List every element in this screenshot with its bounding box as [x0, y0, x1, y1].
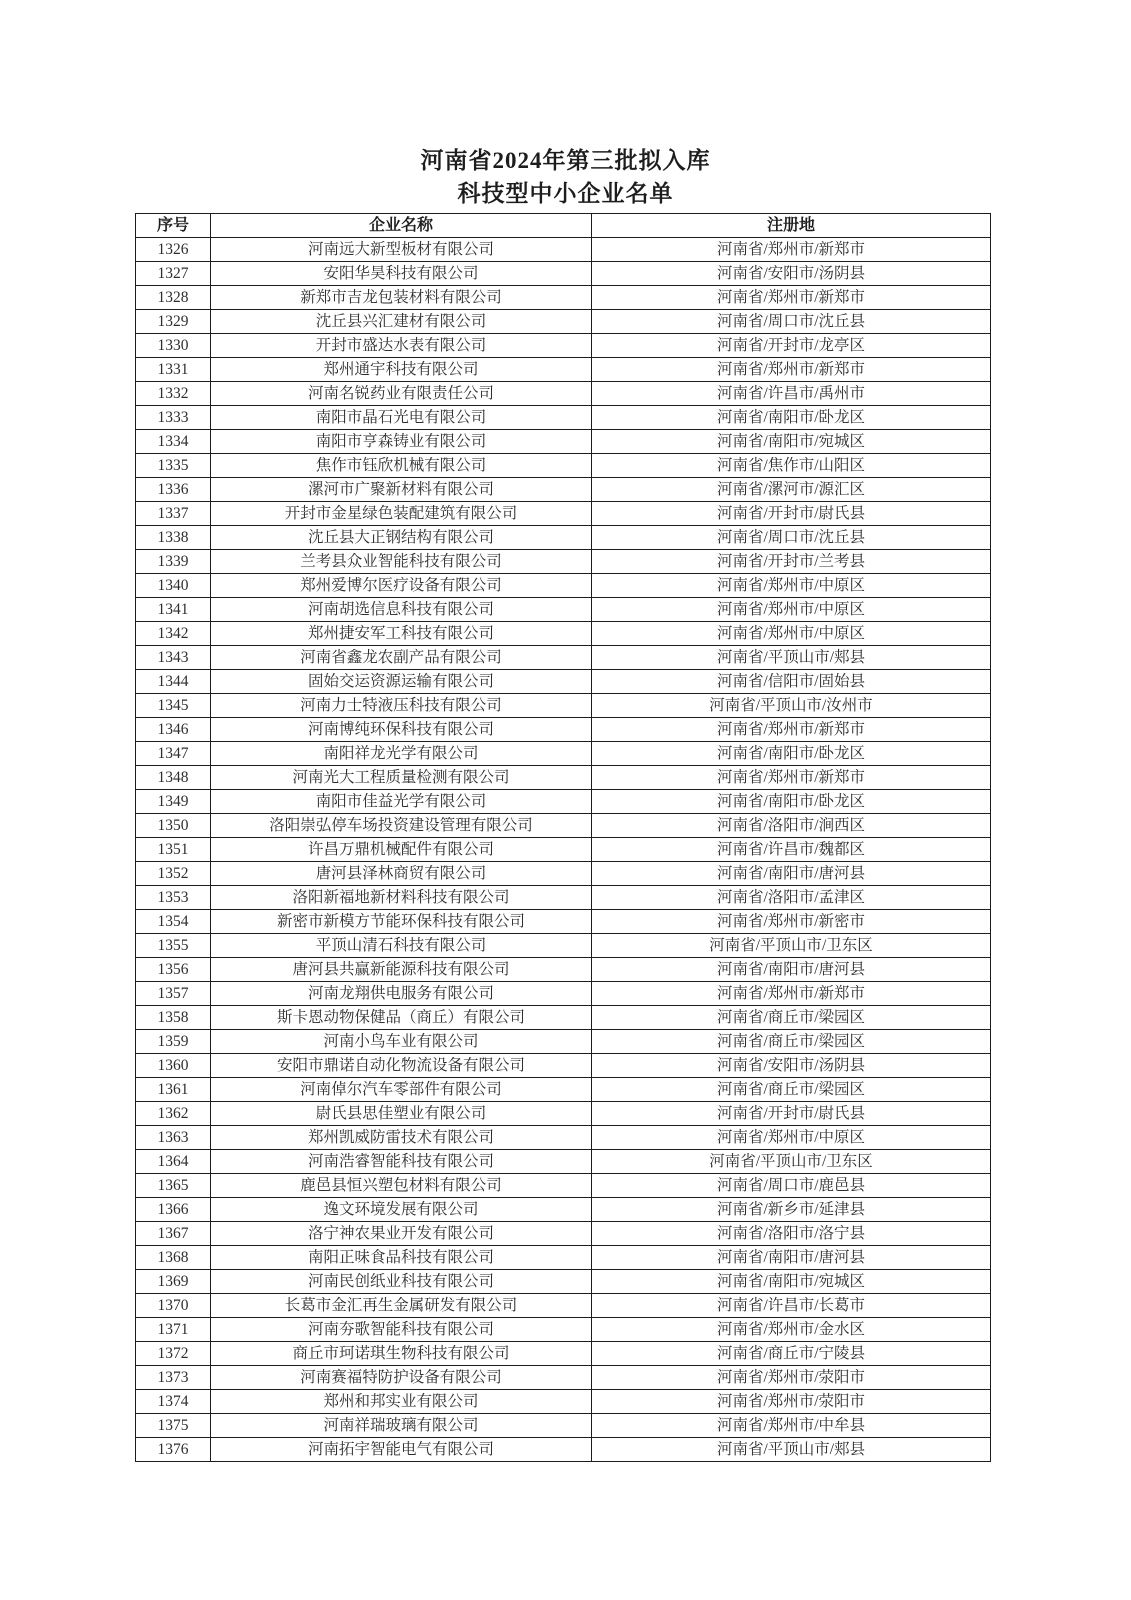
- cell-registration-location: 河南省/平顶山市/卫东区: [592, 1150, 991, 1174]
- cell-registration-location: 河南省/南阳市/卧龙区: [592, 790, 991, 814]
- table-row: [136, 958, 991, 982]
- cell-company-name: 焦作市钰欣机械有限公司: [211, 454, 592, 478]
- cell-company-name: 河南省鑫龙农副产品有限公司: [211, 646, 592, 670]
- cell-company-name: 洛宁神农果业开发有限公司: [211, 1222, 592, 1246]
- cell-serial-number: 1372: [136, 1342, 211, 1366]
- cell-company-name: 河南倬尔汽车零部件有限公司: [211, 1078, 592, 1102]
- table-row: [136, 262, 991, 286]
- cell-registration-location: 河南省/南阳市/宛城区: [592, 1270, 991, 1294]
- table-row: [136, 1006, 991, 1030]
- table-row: [136, 910, 991, 934]
- cell-registration-location: 河南省/新乡市/延津县: [592, 1198, 991, 1222]
- cell-company-name: 河南民创纸业科技有限公司: [211, 1270, 592, 1294]
- cell-serial-number: 1374: [136, 1390, 211, 1414]
- document-title: [0, 144, 1131, 210]
- cell-company-name: 商丘市珂诺琪生物科技有限公司: [211, 1342, 592, 1366]
- cell-serial-number: 1357: [136, 982, 211, 1006]
- cell-registration-location: 河南省/郑州市/新郑市: [592, 718, 991, 742]
- cell-registration-location: 河南省/商丘市/梁园区: [592, 1030, 991, 1054]
- table-row: [136, 718, 991, 742]
- cell-serial-number: 1367: [136, 1222, 211, 1246]
- cell-company-name: 新郑市吉龙包装材料有限公司: [211, 286, 592, 310]
- cell-company-name: 沈丘县兴汇建材有限公司: [211, 310, 592, 334]
- table-row: [136, 1246, 991, 1270]
- cell-registration-location: 河南省/郑州市/金水区: [592, 1318, 991, 1342]
- cell-registration-location: 河南省/漯河市/源汇区: [592, 478, 991, 502]
- cell-serial-number: 1369: [136, 1270, 211, 1294]
- table-row: [136, 1318, 991, 1342]
- cell-registration-location: 河南省/郑州市/新郑市: [592, 766, 991, 790]
- cell-registration-location: 河南省/安阳市/汤阴县: [592, 262, 991, 286]
- cell-registration-location: 河南省/信阳市/固始县: [592, 670, 991, 694]
- cell-company-name: 河南赛福特防护设备有限公司: [211, 1366, 592, 1390]
- table-row: [136, 814, 991, 838]
- company-roster-table: [135, 213, 991, 1462]
- cell-company-name: 南阳祥龙光学有限公司: [211, 742, 592, 766]
- table-row: [136, 670, 991, 694]
- cell-company-name: 河南胡选信息科技有限公司: [211, 598, 592, 622]
- cell-company-name: 开封市金星绿色装配建筑有限公司: [211, 502, 592, 526]
- cell-registration-location: 河南省/郑州市/中牟县: [592, 1414, 991, 1438]
- cell-company-name: 兰考县众业智能科技有限公司: [211, 550, 592, 574]
- cell-serial-number: 1352: [136, 862, 211, 886]
- table-row: [136, 358, 991, 382]
- cell-registration-location: 河南省/洛阳市/洛宁县: [592, 1222, 991, 1246]
- cell-company-name: 安阳华昊科技有限公司: [211, 262, 592, 286]
- cell-serial-number: 1365: [136, 1174, 211, 1198]
- table-row: [136, 646, 991, 670]
- cell-serial-number: 1348: [136, 766, 211, 790]
- cell-serial-number: 1355: [136, 934, 211, 958]
- cell-serial-number: 1373: [136, 1366, 211, 1390]
- document-title-line-1: 河南省2024年第三批拟入库: [420, 148, 711, 173]
- cell-company-name: 安阳市鼎诺自动化物流设备有限公司: [211, 1054, 592, 1078]
- cell-serial-number: 1364: [136, 1150, 211, 1174]
- cell-registration-location: 河南省/许昌市/魏都区: [592, 838, 991, 862]
- cell-serial-number: 1327: [136, 262, 211, 286]
- cell-company-name: 河南博纯环保科技有限公司: [211, 718, 592, 742]
- table-row: [136, 838, 991, 862]
- cell-registration-location: 河南省/周口市/沈丘县: [592, 526, 991, 550]
- cell-company-name: 尉氏县思佳塑业有限公司: [211, 1102, 592, 1126]
- cell-company-name: 唐河县共赢新能源科技有限公司: [211, 958, 592, 982]
- cell-registration-location: 河南省/郑州市/新郑市: [592, 286, 991, 310]
- cell-registration-location: 河南省/焦作市/山阳区: [592, 454, 991, 478]
- cell-company-name: 河南光大工程质量检测有限公司: [211, 766, 592, 790]
- cell-registration-location: 河南省/郑州市/中原区: [592, 598, 991, 622]
- cell-registration-location: 河南省/郑州市/荥阳市: [592, 1390, 991, 1414]
- cell-registration-location: 河南省/平顶山市/郏县: [592, 646, 991, 670]
- cell-registration-location: 河南省/商丘市/宁陵县: [592, 1342, 991, 1366]
- table-row: [136, 286, 991, 310]
- cell-serial-number: 1368: [136, 1246, 211, 1270]
- table-row: [136, 1390, 991, 1414]
- cell-registration-location: 河南省/商丘市/梁园区: [592, 1006, 991, 1030]
- cell-company-name: 河南远大新型板材有限公司: [211, 238, 592, 262]
- cell-serial-number: 1328: [136, 286, 211, 310]
- cell-serial-number: 1366: [136, 1198, 211, 1222]
- cell-serial-number: 1346: [136, 718, 211, 742]
- table-body: [136, 238, 991, 1462]
- cell-serial-number: 1376: [136, 1438, 211, 1462]
- cell-registration-location: 河南省/许昌市/禹州市: [592, 382, 991, 406]
- cell-company-name: 逸文环境发展有限公司: [211, 1198, 592, 1222]
- table-row: [136, 550, 991, 574]
- table-row: [136, 1054, 991, 1078]
- table-row: [136, 334, 991, 358]
- cell-company-name: 新密市新模方节能环保科技有限公司: [211, 910, 592, 934]
- cell-registration-location: 河南省/商丘市/梁园区: [592, 1078, 991, 1102]
- table-row: [136, 1102, 991, 1126]
- cell-serial-number: 1354: [136, 910, 211, 934]
- cell-company-name: 郑州凯威防雷技术有限公司: [211, 1126, 592, 1150]
- document-title-line-2: 科技型中小企业名单: [457, 181, 674, 206]
- cell-serial-number: 1343: [136, 646, 211, 670]
- cell-registration-location: 河南省/郑州市/新郑市: [592, 358, 991, 382]
- cell-registration-location: 河南省/郑州市/新郑市: [592, 982, 991, 1006]
- cell-serial-number: 1334: [136, 430, 211, 454]
- cell-serial-number: 1356: [136, 958, 211, 982]
- cell-company-name: 河南龙翔供电服务有限公司: [211, 982, 592, 1006]
- column-header-serial-number: 序号: [136, 214, 211, 238]
- cell-company-name: 南阳市佳益光学有限公司: [211, 790, 592, 814]
- cell-serial-number: 1342: [136, 622, 211, 646]
- table-row: [136, 1438, 991, 1462]
- table-row: [136, 430, 991, 454]
- cell-company-name: 郑州和邦实业有限公司: [211, 1390, 592, 1414]
- cell-registration-location: 河南省/开封市/尉氏县: [592, 502, 991, 526]
- cell-company-name: 长葛市金汇再生金属研发有限公司: [211, 1294, 592, 1318]
- table-row: [136, 574, 991, 598]
- cell-company-name: 南阳正味食品科技有限公司: [211, 1246, 592, 1270]
- table-row: [136, 310, 991, 334]
- cell-registration-location: 河南省/平顶山市/卫东区: [592, 934, 991, 958]
- cell-company-name: 河南浩睿智能科技有限公司: [211, 1150, 592, 1174]
- cell-registration-location: 河南省/平顶山市/汝州市: [592, 694, 991, 718]
- cell-company-name: 沈丘县大正钢结构有限公司: [211, 526, 592, 550]
- cell-registration-location: 河南省/南阳市/唐河县: [592, 958, 991, 982]
- table-row: [136, 1078, 991, 1102]
- cell-serial-number: 1360: [136, 1054, 211, 1078]
- cell-company-name: 固始交运资源运输有限公司: [211, 670, 592, 694]
- table-row: [136, 1174, 991, 1198]
- cell-serial-number: 1339: [136, 550, 211, 574]
- cell-serial-number: 1371: [136, 1318, 211, 1342]
- cell-registration-location: 河南省/洛阳市/涧西区: [592, 814, 991, 838]
- table-row: [136, 1126, 991, 1150]
- cell-company-name: 洛阳崇弘停车场投资建设管理有限公司: [211, 814, 592, 838]
- table-row: [136, 622, 991, 646]
- column-header-company-name: 企业名称: [211, 214, 592, 238]
- cell-serial-number: 1351: [136, 838, 211, 862]
- cell-serial-number: 1333: [136, 406, 211, 430]
- cell-serial-number: 1337: [136, 502, 211, 526]
- cell-serial-number: 1359: [136, 1030, 211, 1054]
- cell-company-name: 平顶山清石科技有限公司: [211, 934, 592, 958]
- cell-serial-number: 1329: [136, 310, 211, 334]
- cell-serial-number: 1375: [136, 1414, 211, 1438]
- cell-company-name: 郑州爱博尔医疗设备有限公司: [211, 574, 592, 598]
- table-row: [136, 1294, 991, 1318]
- cell-company-name: 南阳市晶石光电有限公司: [211, 406, 592, 430]
- cell-registration-location: 河南省/郑州市/荥阳市: [592, 1366, 991, 1390]
- cell-company-name: 河南小鸟车业有限公司: [211, 1030, 592, 1054]
- table-row: [136, 1150, 991, 1174]
- cell-serial-number: 1362: [136, 1102, 211, 1126]
- cell-company-name: 南阳市亨森铸业有限公司: [211, 430, 592, 454]
- cell-company-name: 河南拓宇智能电气有限公司: [211, 1438, 592, 1462]
- cell-company-name: 河南祥瑞玻璃有限公司: [211, 1414, 592, 1438]
- cell-serial-number: 1370: [136, 1294, 211, 1318]
- cell-registration-location: 河南省/郑州市/新密市: [592, 910, 991, 934]
- cell-company-name: 许昌万鼎机械配件有限公司: [211, 838, 592, 862]
- cell-serial-number: 1341: [136, 598, 211, 622]
- table-row: [136, 886, 991, 910]
- table-row: [136, 742, 991, 766]
- cell-serial-number: 1347: [136, 742, 211, 766]
- table-row: [136, 1030, 991, 1054]
- cell-serial-number: 1338: [136, 526, 211, 550]
- table-row: [136, 502, 991, 526]
- cell-registration-location: 河南省/开封市/龙亭区: [592, 334, 991, 358]
- cell-serial-number: 1350: [136, 814, 211, 838]
- cell-registration-location: 河南省/郑州市/中原区: [592, 1126, 991, 1150]
- table-row: [136, 406, 991, 430]
- cell-serial-number: 1340: [136, 574, 211, 598]
- cell-company-name: 河南力士特液压科技有限公司: [211, 694, 592, 718]
- cell-registration-location: 河南省/郑州市/中原区: [592, 574, 991, 598]
- table-row: [136, 982, 991, 1006]
- table-header-row: [136, 214, 991, 238]
- cell-company-name: 唐河县泽林商贸有限公司: [211, 862, 592, 886]
- cell-company-name: 河南夯歌智能科技有限公司: [211, 1318, 592, 1342]
- table-row: [136, 454, 991, 478]
- cell-registration-location: 河南省/南阳市/宛城区: [592, 430, 991, 454]
- cell-registration-location: 河南省/南阳市/卧龙区: [592, 742, 991, 766]
- cell-company-name: 河南名锐药业有限责任公司: [211, 382, 592, 406]
- cell-company-name: 开封市盛达水表有限公司: [211, 334, 592, 358]
- cell-company-name: 洛阳新福地新材料科技有限公司: [211, 886, 592, 910]
- cell-serial-number: 1361: [136, 1078, 211, 1102]
- table-row: [136, 478, 991, 502]
- cell-serial-number: 1345: [136, 694, 211, 718]
- cell-registration-location: 河南省/洛阳市/孟津区: [592, 886, 991, 910]
- table-row: [136, 766, 991, 790]
- table-row: [136, 1270, 991, 1294]
- cell-registration-location: 河南省/郑州市/中原区: [592, 622, 991, 646]
- cell-registration-location: 河南省/周口市/沈丘县: [592, 310, 991, 334]
- cell-serial-number: 1349: [136, 790, 211, 814]
- cell-serial-number: 1344: [136, 670, 211, 694]
- table-row: [136, 934, 991, 958]
- cell-registration-location: 河南省/许昌市/长葛市: [592, 1294, 991, 1318]
- cell-registration-location: 河南省/平顶山市/郏县: [592, 1438, 991, 1462]
- cell-serial-number: 1326: [136, 238, 211, 262]
- cell-registration-location: 河南省/开封市/兰考县: [592, 550, 991, 574]
- cell-registration-location: 河南省/南阳市/卧龙区: [592, 406, 991, 430]
- cell-serial-number: 1353: [136, 886, 211, 910]
- cell-company-name: 斯卡恩动物保健品（商丘）有限公司: [211, 1006, 592, 1030]
- cell-serial-number: 1336: [136, 478, 211, 502]
- cell-serial-number: 1358: [136, 1006, 211, 1030]
- table-row: [136, 382, 991, 406]
- cell-serial-number: 1335: [136, 454, 211, 478]
- table-row: [136, 598, 991, 622]
- cell-serial-number: 1331: [136, 358, 211, 382]
- table-row: [136, 1198, 991, 1222]
- table-row: [136, 238, 991, 262]
- cell-serial-number: 1330: [136, 334, 211, 358]
- cell-registration-location: 河南省/周口市/鹿邑县: [592, 1174, 991, 1198]
- table-row: [136, 1366, 991, 1390]
- cell-registration-location: 河南省/南阳市/唐河县: [592, 862, 991, 886]
- table-row: [136, 862, 991, 886]
- cell-company-name: 漯河市广聚新材料有限公司: [211, 478, 592, 502]
- table-row: [136, 694, 991, 718]
- table-row: [136, 1342, 991, 1366]
- cell-registration-location: 河南省/南阳市/唐河县: [592, 1246, 991, 1270]
- cell-company-name: 鹿邑县恒兴塑包材料有限公司: [211, 1174, 592, 1198]
- cell-serial-number: 1363: [136, 1126, 211, 1150]
- cell-serial-number: 1332: [136, 382, 211, 406]
- cell-registration-location: 河南省/郑州市/新郑市: [592, 238, 991, 262]
- cell-company-name: 郑州捷安军工科技有限公司: [211, 622, 592, 646]
- cell-registration-location: 河南省/安阳市/汤阴县: [592, 1054, 991, 1078]
- cell-company-name: 郑州通宇科技有限公司: [211, 358, 592, 382]
- table-row: [136, 790, 991, 814]
- table-row: [136, 1222, 991, 1246]
- table-row: [136, 1414, 991, 1438]
- table-row: [136, 526, 991, 550]
- column-header-registration-location: 注册地: [592, 214, 991, 238]
- cell-registration-location: 河南省/开封市/尉氏县: [592, 1102, 991, 1126]
